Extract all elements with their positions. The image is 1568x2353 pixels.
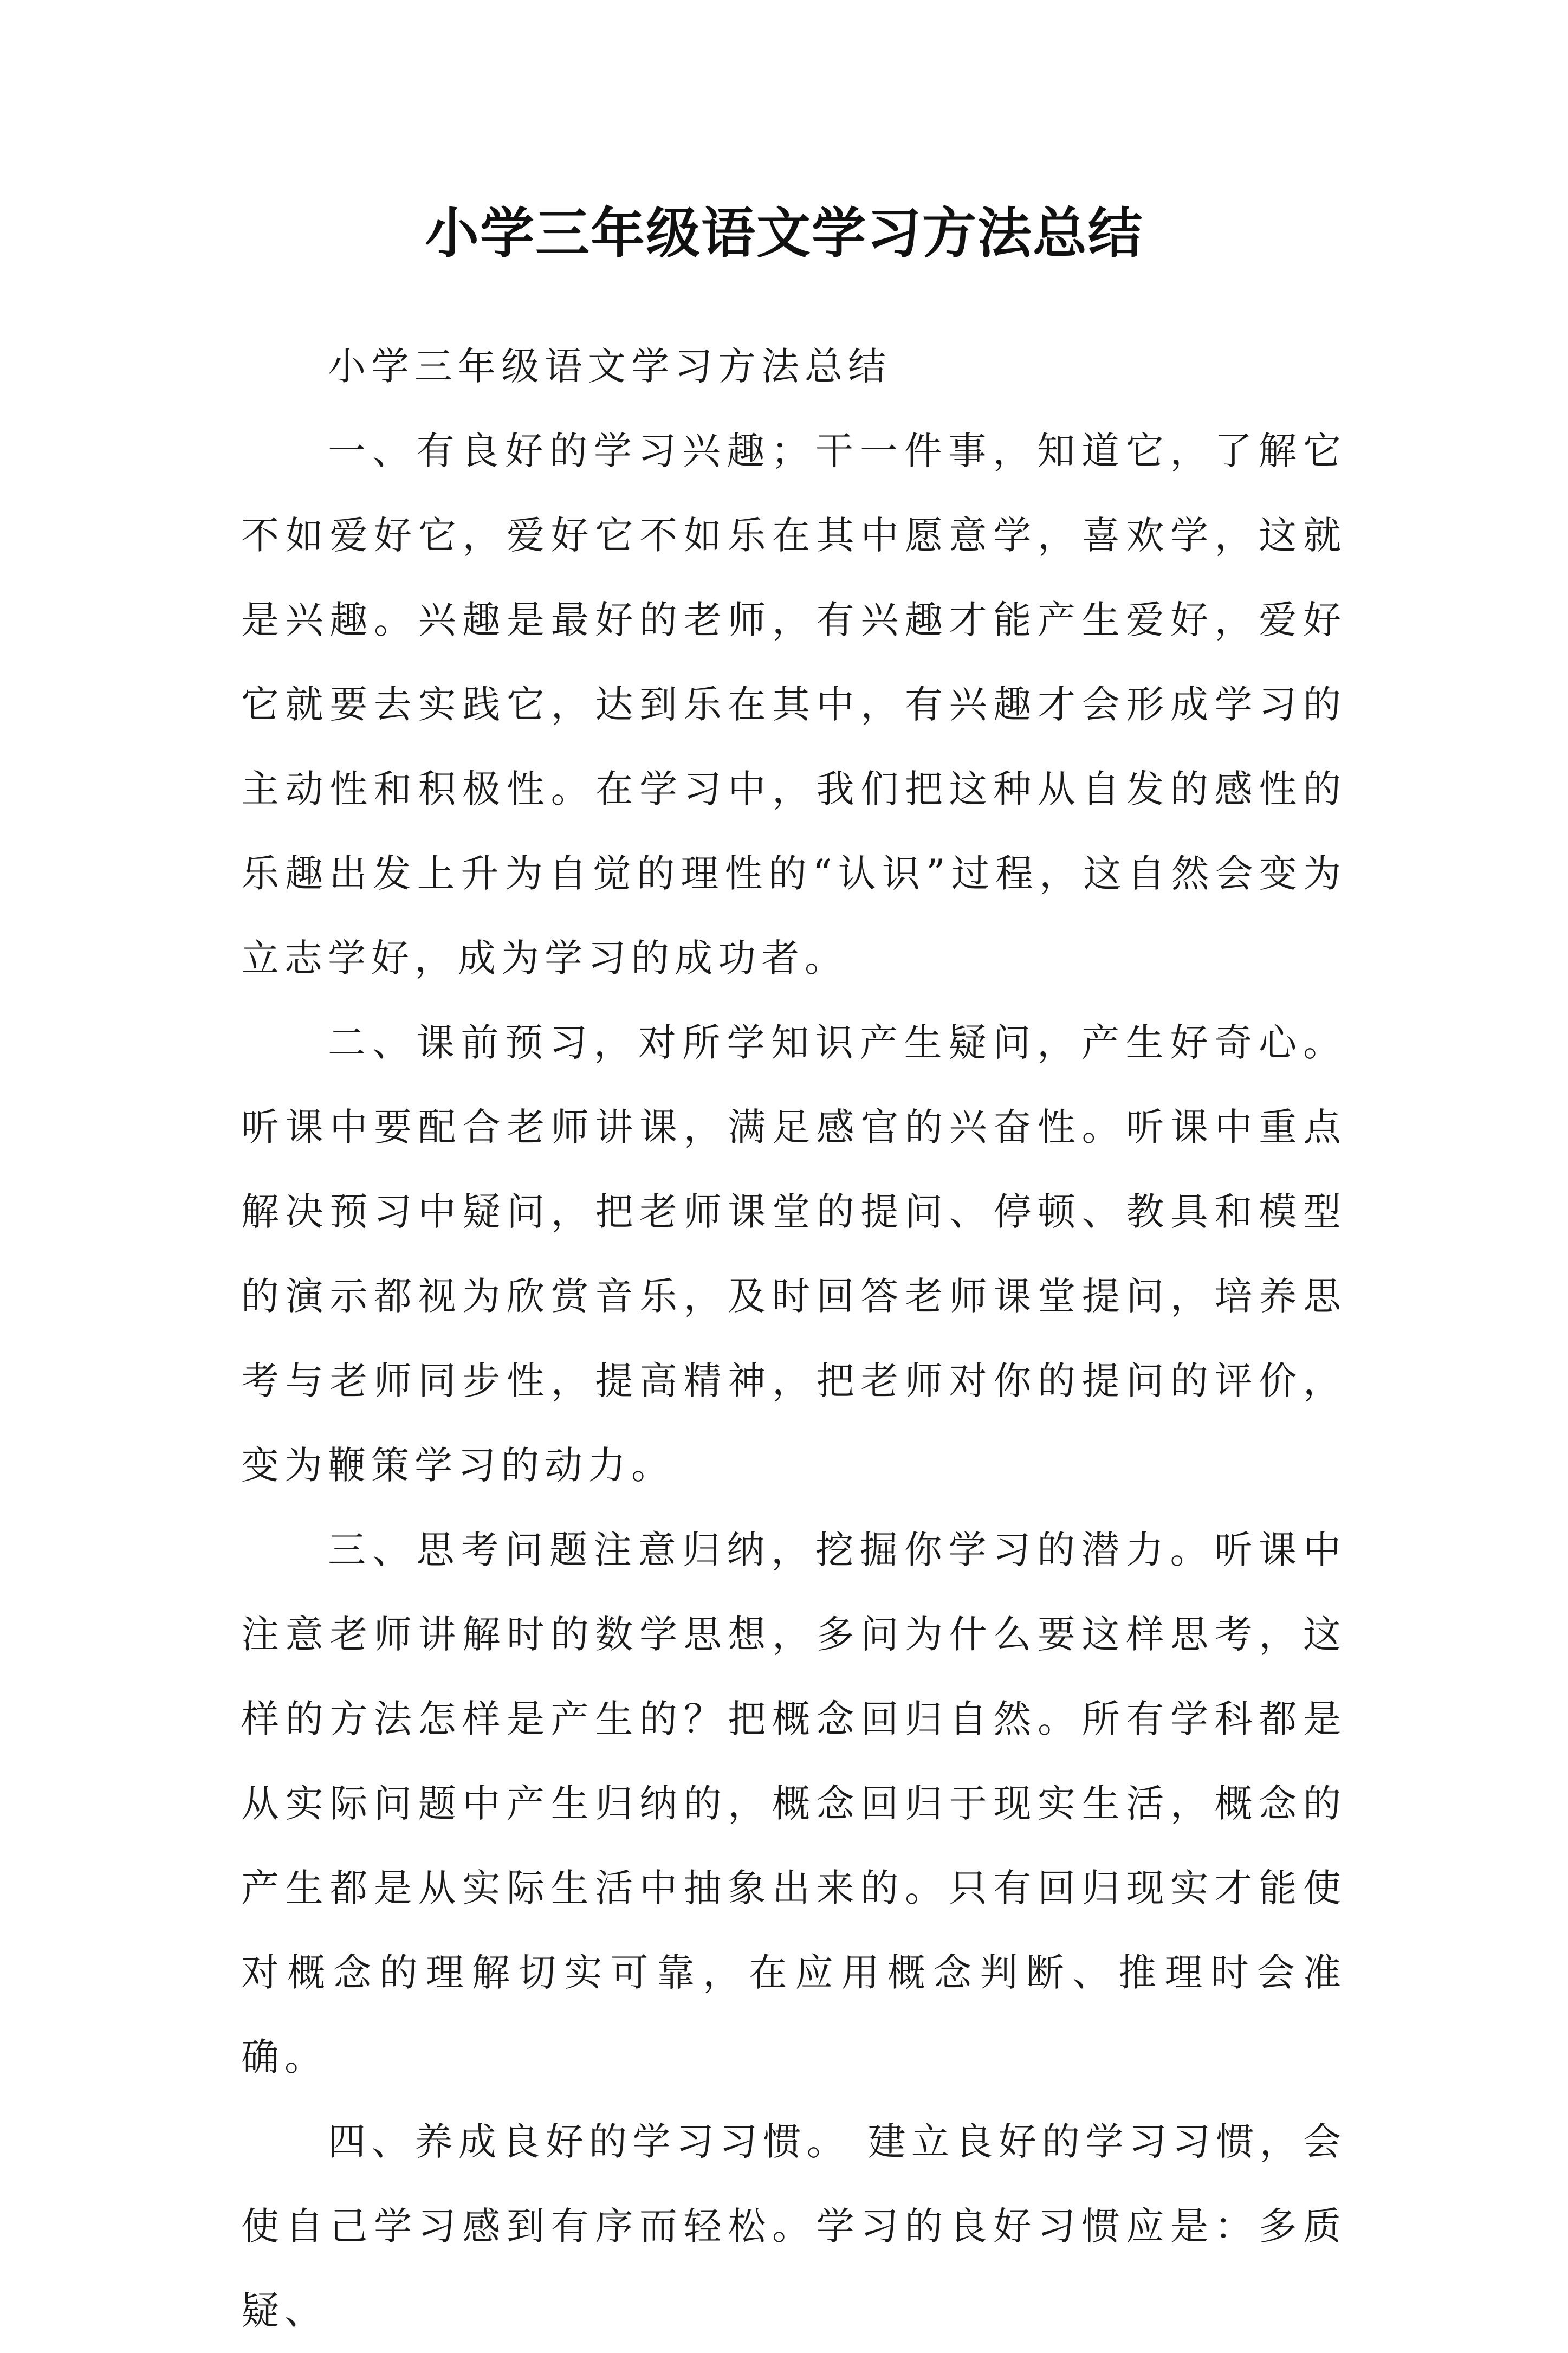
paragraph-preview: 二、课前预习，对所学知识产生疑问，产生好奇心。听课中要配合老师讲课，满足感官的兴奋性。听课中重点解决预习中疑问，把老师课堂的提问、停顿、教具和模型的演示都视为欣赏音乐，及时回答老师课堂提问，培养思考与老师同步性，提高精神，把老师对你的提问的评价，变为鞭策学习的动力。 — [241, 1020, 1346, 1488]
paragraph-interest: 一、有良好的学习兴趣；干一件事，知道它，了解它不如爱好它，爱好它不如乐在其中愿意学，喜欢学，这就是兴趣。兴趣是最好的老师，有兴趣才能产生爱好，爱好它就要去实践它，达到乐在其中，有兴趣才会形成学习的主动性和积极性。在学习中，我们把这种从自发的感性的乐趣出发上升为自觉的理性的“认识”过程，这自然会变为立志学好，成为学习的成功者。 — [241, 429, 1346, 980]
paragraph-thinking: 三、思考问题注意归纳，挖掘你学习的潜力。听课中注意老师讲解时的数学思想，多问为什么要这样思考，这样的方法怎样是产生的？把概念回归自然。所有学科都是从实际问题中产生归纳的，概念回归于现实生活，概念的产生都是从实际生活中抽象出来的。只有回归现实才能使对概念的理解切实可靠，在应用概念判断、推理时会准确。 — [241, 1528, 1346, 2079]
paragraph-habits: 四、养成良好的学习习惯。 建立良好的学习习惯，会使自己学习感到有序而轻松。学习的良好习惯应是：多质疑、 — [241, 2119, 1346, 2333]
document-title: 小学三年级语文学习方法总结 — [425, 201, 1143, 265]
paragraph-heading: 小学三年级语文学习方法总结 — [328, 344, 891, 389]
document-body — [241, 324, 1346, 2353]
